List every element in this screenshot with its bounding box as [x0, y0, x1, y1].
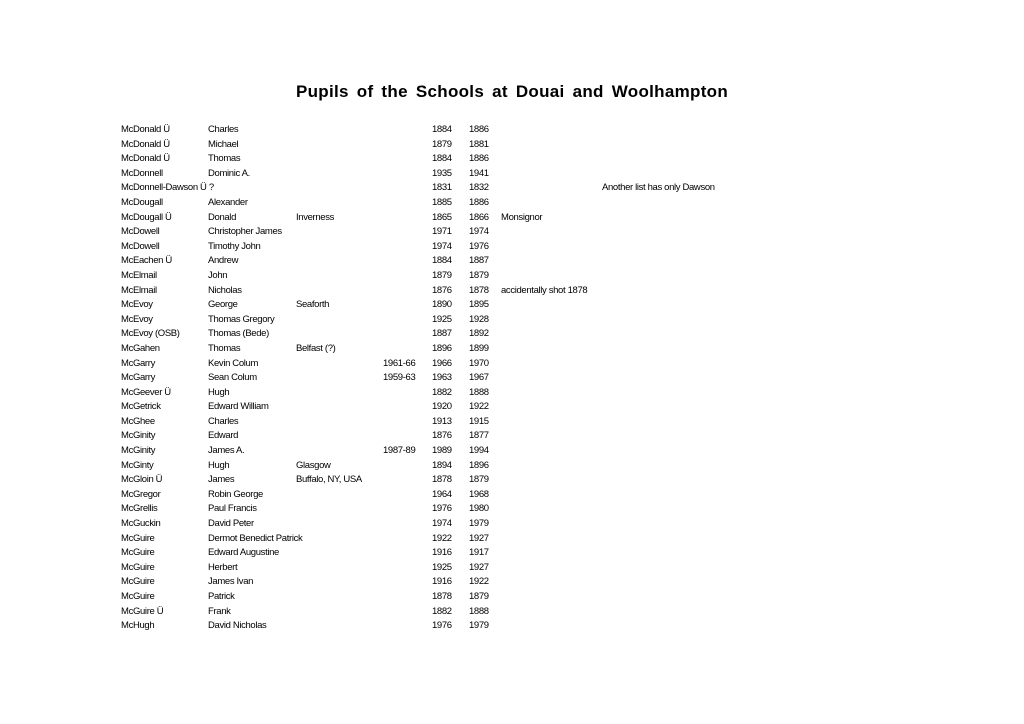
- pupil-list: [0, 123, 1024, 634]
- year-from-cell: 1879: [432, 269, 452, 281]
- surname-cell: McDonald Ü: [121, 153, 170, 165]
- forename-cell: Thomas (Bede): [208, 328, 269, 340]
- table-row: [0, 342, 1024, 357]
- table-row: [0, 415, 1024, 430]
- forename-cell: Sean Colum: [208, 372, 257, 384]
- year-from-cell: 1894: [432, 459, 452, 471]
- surname-cell: McGrellis: [121, 503, 158, 515]
- forename-cell: Timothy John: [208, 240, 261, 252]
- forename-cell: Michael: [208, 138, 239, 150]
- surname-cell: McGhee: [121, 415, 155, 427]
- surname-cell: McElmail: [121, 269, 157, 281]
- forename-cell: Edward Augustine: [208, 547, 279, 559]
- year-from-cell: 1964: [432, 488, 452, 500]
- remark-cell: Another list has only Dawson: [602, 182, 715, 194]
- place-cell: Inverness: [296, 211, 335, 223]
- forename-cell: Dermot Benedict Patrick: [208, 532, 303, 544]
- surname-cell: McHugh: [121, 620, 155, 632]
- forename-cell: Donald: [208, 211, 237, 223]
- table-row: [0, 167, 1024, 182]
- surname-cell: McGahen: [121, 342, 160, 354]
- year-to-cell: 1886: [469, 196, 489, 208]
- surname-cell: McElmail: [121, 284, 157, 296]
- forename-cell: Kevin Colum: [208, 357, 259, 369]
- year-from-cell: 1913: [432, 415, 452, 427]
- year-from-cell: 1882: [432, 386, 452, 398]
- table-row: [0, 181, 1024, 196]
- table-row: [0, 400, 1024, 415]
- year-from-cell: 1831: [432, 182, 452, 194]
- surname-cell: McGinity: [121, 430, 156, 442]
- surname-cell: McGuire Ü: [121, 605, 164, 617]
- table-row: [0, 502, 1024, 517]
- table-row: [0, 138, 1024, 153]
- table-row: [0, 561, 1024, 576]
- year-from-cell: 1974: [432, 240, 452, 252]
- forename-cell: Hugh: [208, 459, 230, 471]
- table-row: [0, 473, 1024, 488]
- years-span-cell: 1961-66: [383, 357, 416, 369]
- table-row: [0, 240, 1024, 255]
- surname-cell: McEachen Ü: [121, 255, 172, 267]
- table-row: [0, 546, 1024, 561]
- place-cell: Belfast (?): [296, 342, 336, 354]
- year-from-cell: 1935: [432, 167, 452, 179]
- year-to-cell: 1967: [469, 372, 489, 384]
- surname-cell: McDonald Ü: [121, 138, 170, 150]
- surname-cell: McEvoy (OSB): [121, 328, 180, 340]
- forename-cell: Charles: [208, 415, 239, 427]
- years-span-cell: 1959-63: [383, 372, 416, 384]
- table-row: [0, 575, 1024, 590]
- year-to-cell: 1886: [469, 124, 489, 135]
- table-row: [0, 371, 1024, 386]
- year-to-cell: 1927: [469, 561, 489, 573]
- surname-cell: McGetrick: [121, 401, 161, 413]
- year-to-cell: 1976: [469, 240, 489, 252]
- table-row: [0, 517, 1024, 532]
- year-from-cell: 1882: [432, 605, 452, 617]
- year-to-cell: 1922: [469, 576, 489, 588]
- forename-cell: Alexander: [208, 196, 248, 208]
- year-to-cell: 1879: [469, 474, 489, 486]
- year-to-cell: 1994: [469, 445, 489, 457]
- year-from-cell: 1879: [432, 138, 452, 150]
- surname-cell: McDonald Ü: [121, 124, 170, 135]
- table-row: [0, 254, 1024, 269]
- forename-cell: Patrick: [208, 591, 235, 602]
- year-to-cell: 1922: [469, 401, 489, 413]
- forename-cell: John: [208, 269, 228, 281]
- year-to-cell: 1927: [469, 532, 489, 544]
- year-from-cell: 1974: [432, 518, 452, 530]
- table-row: [0, 284, 1024, 299]
- year-to-cell: 1974: [469, 226, 489, 238]
- year-from-cell: 1916: [432, 547, 452, 559]
- forename-cell: Dominic A.: [208, 167, 250, 179]
- table-row: [0, 590, 1024, 605]
- surname-cell: McEvoy: [121, 313, 153, 325]
- year-to-cell: 1888: [469, 605, 489, 617]
- table-row: [0, 327, 1024, 342]
- year-to-cell: 1879: [469, 269, 489, 281]
- year-from-cell: 1884: [432, 255, 452, 267]
- year-to-cell: 1979: [469, 620, 489, 632]
- year-to-cell: 1887: [469, 255, 489, 267]
- year-from-cell: 1865: [432, 211, 452, 223]
- year-from-cell: 1925: [432, 313, 452, 325]
- page-title: Pupils of the Schools at Douai and Woolhampton: [295, 82, 729, 101]
- place-cell: Seaforth: [296, 299, 330, 311]
- year-from-cell: 1976: [432, 620, 452, 632]
- year-to-cell: 1895: [469, 299, 489, 311]
- forename-cell: James: [208, 474, 235, 486]
- forename-cell: James A.: [208, 445, 245, 457]
- place-cell: Glasgow: [296, 459, 331, 471]
- year-from-cell: 1884: [432, 153, 452, 165]
- forename-cell: Christopher James: [208, 226, 282, 238]
- year-from-cell: 1976: [432, 503, 452, 515]
- year-to-cell: 1879: [469, 591, 489, 602]
- note-cell: Monsignor: [501, 211, 543, 223]
- forename-cell: Paul Francis: [208, 503, 257, 515]
- year-to-cell: 1877: [469, 430, 489, 442]
- forename-cell: David Nicholas: [208, 620, 267, 632]
- surname-cell: McGuire: [121, 532, 155, 544]
- table-row: [0, 429, 1024, 444]
- forename-cell: Charles: [208, 124, 239, 135]
- year-from-cell: 1963: [432, 372, 452, 384]
- table-row: [0, 152, 1024, 167]
- table-row: [0, 619, 1024, 634]
- year-from-cell: 1920: [432, 401, 452, 413]
- forename-cell: Herbert: [208, 561, 238, 573]
- place-cell: Buffalo, NY, USA: [296, 474, 362, 486]
- year-from-cell: 1884: [432, 124, 452, 135]
- year-from-cell: 1989: [432, 445, 452, 457]
- year-to-cell: 1928: [469, 313, 489, 325]
- year-from-cell: 1925: [432, 561, 452, 573]
- forename-cell: Thomas: [208, 342, 241, 354]
- surname-cell: McGarry: [121, 357, 155, 369]
- forename-cell: Nicholas: [208, 284, 242, 296]
- year-to-cell: 1892: [469, 328, 489, 340]
- year-to-cell: 1941: [469, 167, 489, 179]
- surname-cell: McEvoy: [121, 299, 153, 311]
- table-row: [0, 605, 1024, 620]
- surname-cell: McGuire: [121, 576, 155, 588]
- table-row: [0, 532, 1024, 547]
- table-row: [0, 211, 1024, 226]
- year-from-cell: 1876: [432, 284, 452, 296]
- surname-cell: McDowell: [121, 240, 160, 252]
- year-to-cell: 1915: [469, 415, 489, 427]
- surname-cell: McGinity: [121, 445, 156, 457]
- surname-cell: McGinty: [121, 459, 154, 471]
- year-from-cell: 1971: [432, 226, 452, 238]
- forename-cell: Edward William: [208, 401, 269, 413]
- table-row: [0, 123, 1024, 138]
- year-from-cell: 1876: [432, 430, 452, 442]
- year-from-cell: 1878: [432, 474, 452, 486]
- year-to-cell: 1899: [469, 342, 489, 354]
- year-to-cell: 1968: [469, 488, 489, 500]
- forename-cell: Hugh: [208, 386, 230, 398]
- year-from-cell: 1890: [432, 299, 452, 311]
- surname-cell: McDowell: [121, 226, 160, 238]
- surname-cell: McGuire: [121, 561, 155, 573]
- forename-cell: Robin George: [208, 488, 263, 500]
- year-to-cell: 1980: [469, 503, 489, 515]
- table-row: [0, 357, 1024, 372]
- surname-cell: McGeever Ü: [121, 386, 171, 398]
- year-from-cell: 1966: [432, 357, 452, 369]
- surname-cell: McDonnell: [121, 167, 163, 179]
- table-row: [0, 386, 1024, 401]
- forename-cell: David Peter: [208, 518, 254, 530]
- table-row: [0, 196, 1024, 211]
- year-from-cell: 1916: [432, 576, 452, 588]
- year-to-cell: 1888: [469, 386, 489, 398]
- year-to-cell: 1878: [469, 284, 489, 296]
- surname-cell: McGuire: [121, 591, 155, 602]
- year-from-cell: 1885: [432, 196, 452, 208]
- years-span-cell: 1987-89: [383, 445, 416, 457]
- year-to-cell: 1917: [469, 547, 489, 559]
- table-row: [0, 225, 1024, 240]
- table-row: [0, 269, 1024, 284]
- surname-cell: McDougall Ü: [121, 211, 172, 223]
- year-to-cell: 1896: [469, 459, 489, 471]
- forename-cell: Edward: [208, 430, 239, 442]
- year-to-cell: 1886: [469, 153, 489, 165]
- year-from-cell: 1878: [432, 591, 452, 602]
- year-from-cell: 1896: [432, 342, 452, 354]
- table-row: [0, 313, 1024, 328]
- table-row: [0, 459, 1024, 474]
- surname-cell: McGuire: [121, 547, 155, 559]
- year-to-cell: 1881: [469, 138, 489, 150]
- surname-cell: McGarry: [121, 372, 155, 384]
- year-to-cell: 1979: [469, 518, 489, 530]
- surname-cell: McGregor: [121, 488, 161, 500]
- forename-cell: Thomas Gregory: [208, 313, 275, 325]
- note-cell: accidentally shot 1878: [501, 284, 588, 296]
- forename-cell: Frank: [208, 605, 231, 617]
- surname-cell: McGloin Ü: [121, 474, 163, 486]
- table-row: [0, 488, 1024, 503]
- year-to-cell: 1970: [469, 357, 489, 369]
- surname-cell: McGuckin: [121, 518, 161, 530]
- forename-cell: Thomas: [208, 153, 241, 165]
- forename-cell: George: [208, 299, 238, 311]
- table-row: [0, 298, 1024, 313]
- year-to-cell: 1866: [469, 211, 489, 223]
- year-to-cell: 1832: [469, 182, 489, 194]
- surname-cell: McDonnell-Dawson Ü ?: [121, 182, 214, 194]
- surname-cell: McDougall: [121, 196, 163, 208]
- table-row: [0, 444, 1024, 459]
- forename-cell: James Ivan: [208, 576, 254, 588]
- year-from-cell: 1922: [432, 532, 452, 544]
- forename-cell: Andrew: [208, 255, 239, 267]
- year-from-cell: 1887: [432, 328, 452, 340]
